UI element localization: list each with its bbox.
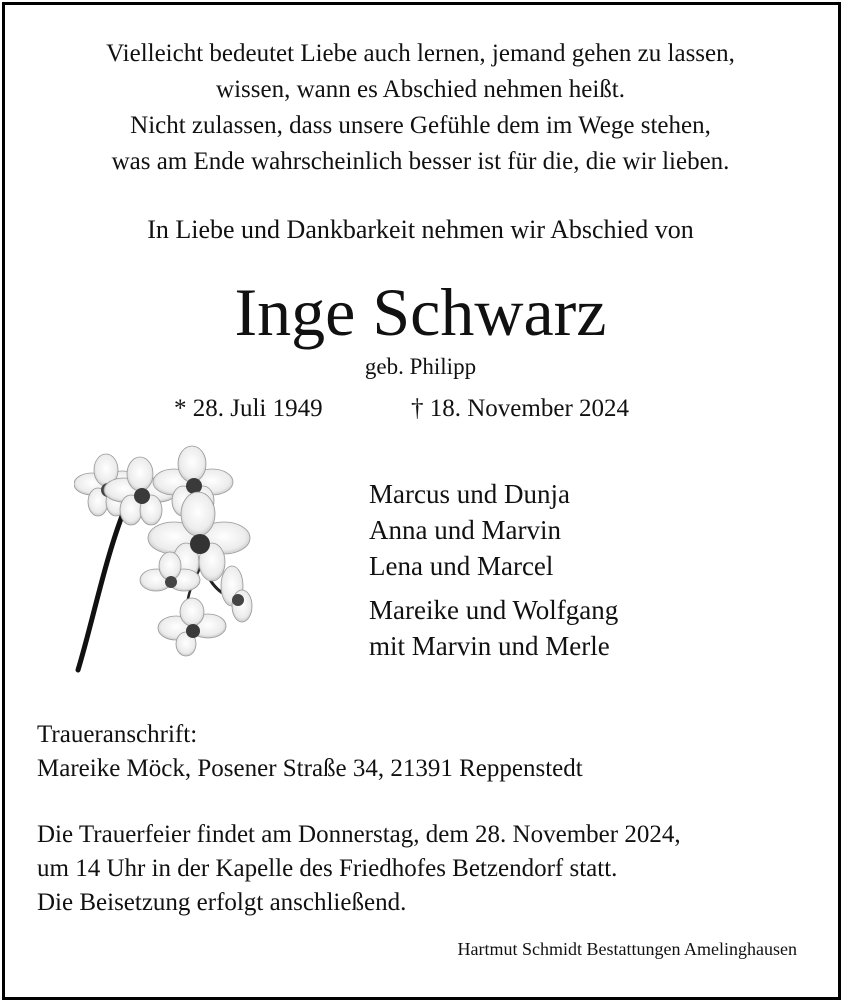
intro-text: In Liebe und Dankbarkeit nehmen wir Abschied von bbox=[147, 215, 694, 244]
deceased-name: Inge Schwarz bbox=[234, 274, 607, 350]
family-member: Lena und Marcel bbox=[369, 551, 554, 581]
poem-line: was am Ende wahrscheinlich besser ist für die, die wir lieben. bbox=[111, 148, 730, 175]
birth-date: * 28. Juli 1949 bbox=[174, 395, 323, 422]
poem-line: wissen, wann es Abschied nehmen heißt. bbox=[216, 76, 625, 103]
death-date: † 18. November 2024 bbox=[411, 395, 630, 422]
family-member: mit Marvin und Merle bbox=[369, 631, 610, 661]
address-value: Mareike Möck, Posener Straße 34, 21391 Reppenstedt bbox=[37, 755, 583, 782]
ceremony-line: Die Trauerfeier findet am Donnerstag, dem 28. November 2024, bbox=[37, 821, 681, 848]
orchid-flower-icon bbox=[74, 444, 264, 674]
ceremony-line: Die Beisetzung erfolgt anschließend. bbox=[37, 889, 407, 916]
family-member: Anna und Marvin bbox=[369, 515, 561, 545]
family-list bbox=[369, 476, 618, 664]
poem-line: Nicht zulassen, dass unsere Gefühle dem im Wege stehen, bbox=[130, 112, 711, 139]
family-member: Marcus und Dunja bbox=[369, 479, 570, 509]
family-member: Mareike und Wolfgang bbox=[369, 595, 619, 625]
poem bbox=[0, 36, 841, 180]
ceremony-line: um 14 Uhr in der Kapelle des Friedhofes Betzendorf statt. bbox=[37, 855, 618, 882]
poem-line: Vielleicht bedeutet Liebe auch lernen, jemand gehen zu lassen, bbox=[106, 40, 735, 67]
mourning-address bbox=[37, 718, 583, 786]
address-label: Traueranschrift: bbox=[37, 721, 198, 748]
maiden-name: geb. Philipp bbox=[364, 354, 477, 379]
ceremony-info bbox=[37, 818, 681, 920]
undertaker-credit: Hartmut Schmidt Bestattungen Amelinghausen bbox=[457, 939, 797, 959]
